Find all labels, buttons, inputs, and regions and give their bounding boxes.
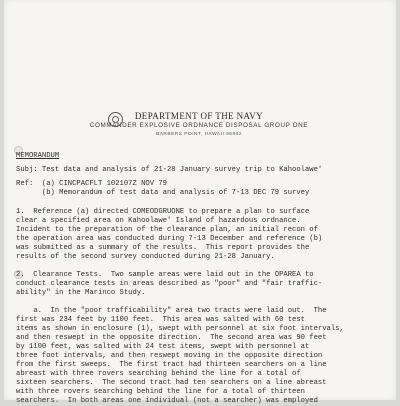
paragraph-line: first was 234 feet by 1100 feet. This area was salted with 60 test [16, 316, 305, 324]
paragraph-line: by 1100 feet, was salted with 24 test items, swept with personnel at [16, 343, 310, 351]
paragraph-line: ability" in the Marinco Study. [16, 289, 146, 297]
paragraph-line: clear a specified area on Kahoolawe' Island of hazardous ordnance. [16, 217, 301, 225]
paragraph-line: from the first sweeps. The first tract had thirteen searchers on a line [16, 361, 327, 369]
paragraph-line: the operation area was conducted during 7-13 December and reference (b) [16, 235, 323, 243]
paragraph-line: items as shown in enclosure (1), swept with personnel at six foot intervals, [16, 325, 344, 333]
paragraph-line: was submitted as a summary of the results. This report provides the [16, 244, 310, 252]
paragraph-line: sixteen searchers. The second tract had ten searchers on a line abreast [16, 379, 327, 387]
command-name: COMMANDER EXPLOSIVE ORDNANCE DISPOSAL GROUP ONE [89, 122, 309, 129]
command-location: BARBERS POINT, HAWAII 96862 [156, 132, 242, 137]
paragraph-line: 1. Reference (a) directed COMEODGRUONE to prepare a plan to surface [16, 208, 310, 216]
paragraph-line: searchers. In both areas one individual (not a searcher) was employed [16, 397, 318, 405]
subject-line: Subj: Test data and analysis of 21-28 January survey trip to Kahoolawe' [16, 166, 323, 174]
paragraph-line: a. In the "poor trafficability" area two tracts were laid out. The [16, 307, 327, 315]
paragraph-line: results of the second survey conducted during 21-28 January. [16, 253, 275, 261]
paragraph-line: conduct clearance tests in areas described as "poor" and "fair traffic- [16, 280, 323, 288]
paragraph-line: 2. Clearance Tests. Two sample areas were laid out in the OPAREA to [16, 271, 314, 279]
reference-b: (b) Memorandum of test data and analysis of 7-13 DEC 79 survey [16, 189, 310, 197]
memo-page [4, 0, 396, 405]
memo-label: MEMORANDUM [16, 152, 60, 160]
paragraph-line: with three rovers searching behind the line for a total of thirteen [16, 388, 305, 396]
reference-a: Ref: (a) CINCPACFLT 102107Z NOV 79 [16, 180, 167, 188]
paragraph-line: and then reswept in the opposite direction. The second area was 90 feet [16, 334, 327, 342]
paragraph-line: Incident to the preparation of the clearance plan, an initial recon of [16, 226, 318, 234]
department-title: DEPARTMENT OF THE NAVY [134, 111, 264, 121]
paragraph-line: abreast with three rovers searching behind the line for a total of [16, 370, 301, 378]
paragraph-line: three foot intervals, and then reswept moving in the opposite direction [16, 352, 323, 360]
